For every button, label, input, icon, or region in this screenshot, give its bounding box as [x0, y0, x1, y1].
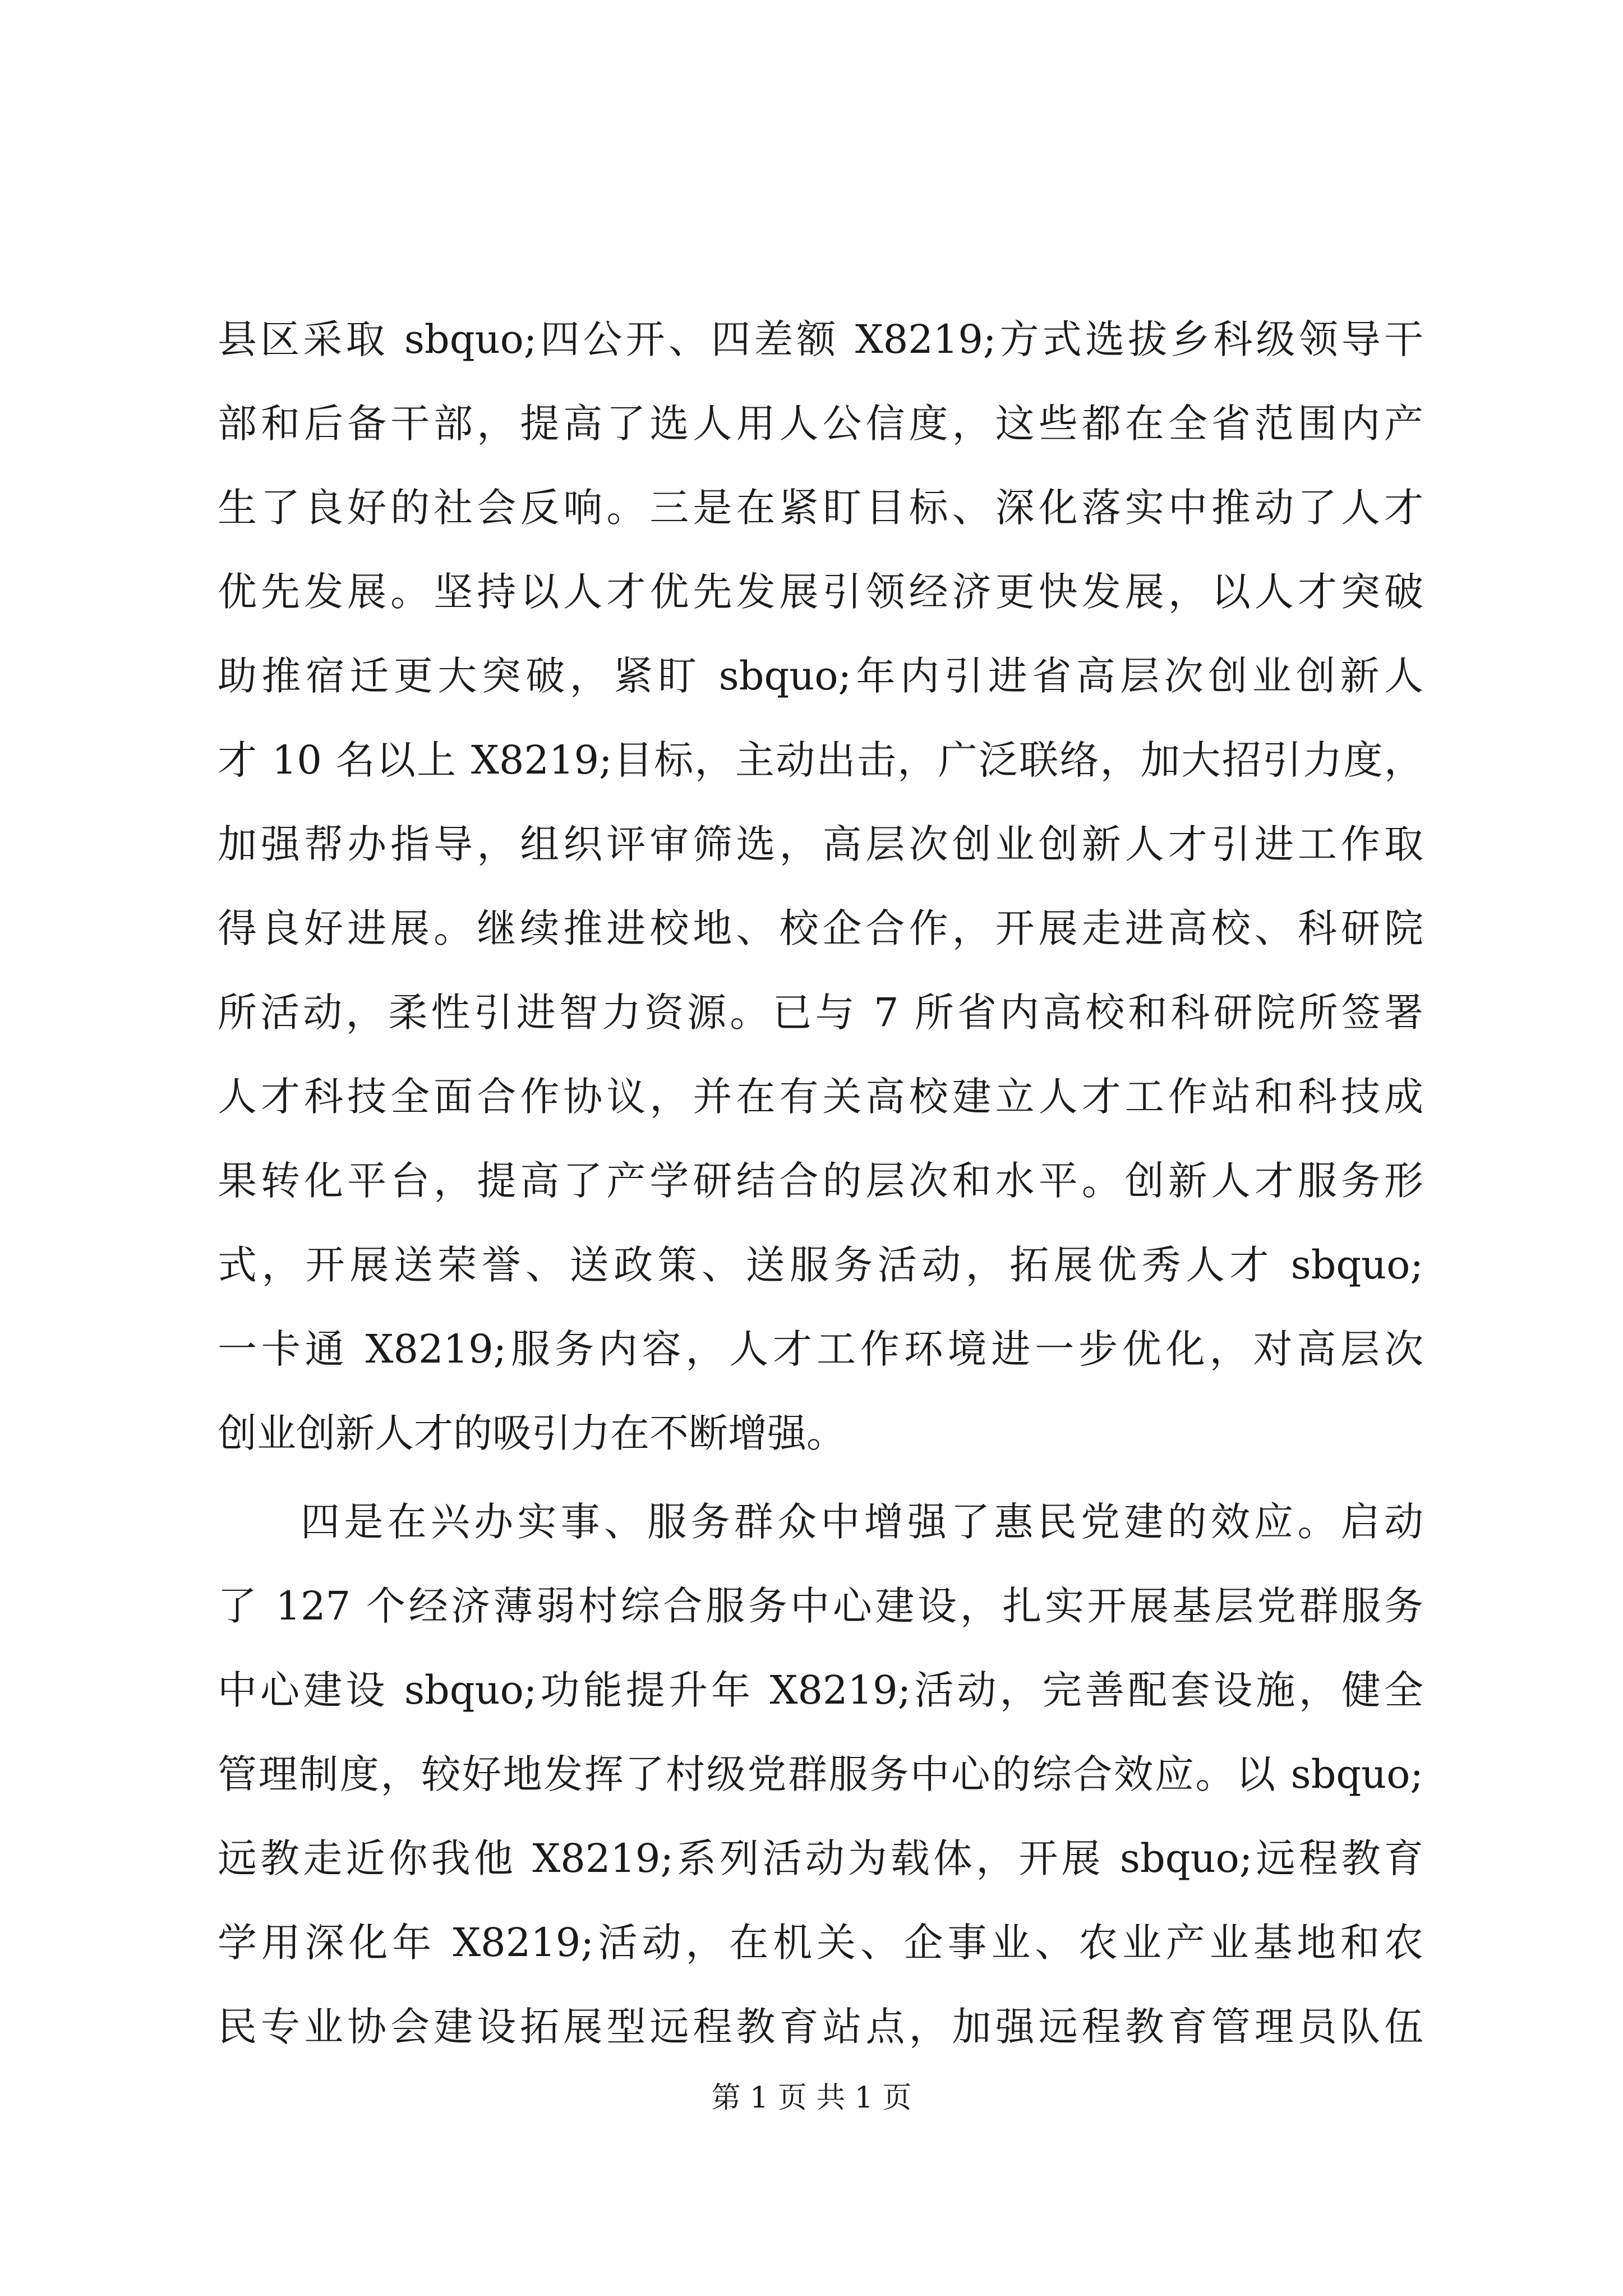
paragraph-1-line-5: 助推宿迁更大突破，紧盯 sbquo;年内引进省高层次创业创新人	[218, 653, 1423, 699]
paragraph-1-line-9: 所活动，柔性引进智力资源。已与 7 所省内高校和科研院所签署	[218, 990, 1423, 1036]
paragraph-2-line-1: 四是在兴办实事、服务群众中增强了惠民党建的效应。启动	[301, 1499, 1423, 1545]
paragraph-1-line-3: 生了良好的社会反响。三是在紧盯目标、深化落实中推动了人才	[218, 485, 1423, 531]
paragraph-1-line-8: 得良好进展。继续推进校地、校企合作，开展走进高校、科研院	[218, 905, 1423, 951]
paragraph-1-line-14: 创业创新人才的吸引力在不断增强。	[218, 1410, 846, 1456]
paragraph-2-line-2: 了 127 个经济薄弱村综合服务中心建设，扎实开展基层党群服务	[218, 1583, 1423, 1629]
paragraph-2-line-6: 学用深化年 X8219;活动，在机关、企事业、农业产业基地和农	[218, 1920, 1423, 1966]
paragraph-2-line-7: 民专业协会建设拓展型远程教育站点，加强远程教育管理员队伍	[218, 2004, 1423, 2050]
paragraph-2-line-3: 中心建设 sbquo;功能提升年 X8219;活动，完善配套设施，健全	[218, 1667, 1423, 1713]
paragraph-1-line-1: 县区采取 sbquo;四公开、四差额 X8219;方式选拔乡科级领导干	[218, 316, 1423, 362]
paragraph-1-line-7: 加强帮办指导，组织评审筛选，高层次创业创新人才引进工作取	[218, 821, 1423, 867]
paragraph-1-line-6: 才 10 名以上 X8219;目标，主动出击，广泛联络，加大招引力度，	[218, 737, 1423, 783]
paragraph-1-line-4: 优先发展。坚持以人才优先发展引领经济更快发展，以人才突破	[218, 569, 1423, 615]
paragraph-1-line-11: 果转化平台，提高了产学研结合的层次和水平。创新人才服务形	[218, 1158, 1423, 1204]
paragraph-1-line-2: 部和后备干部，提高了选人用人公信度，这些都在全省范围内产	[218, 401, 1423, 447]
page-number-label: 第 1 页 共 1 页	[711, 2081, 912, 2115]
paragraph-1-line-10: 人才科技全面合作协议，并在有关高校建立人才工作站和科技成	[218, 1074, 1423, 1120]
page-footer	[0, 2076, 1623, 2120]
body-text	[218, 297, 1423, 2069]
paragraph-2-line-5: 远教走近你我他 X8219;系列活动为载体，开展 sbquo;远程教育	[218, 1835, 1423, 1881]
paragraph-1-line-13: 一卡通 X8219;服务内容，人才工作环境进一步优化，对高层次	[218, 1326, 1423, 1372]
paragraph-2-line-4: 管理制度，较好地发挥了村级党群服务中心的综合效应。以 sbquo;	[218, 1751, 1423, 1797]
paragraph-gap	[218, 1475, 1423, 1480]
paragraph-1-line-12: 式，开展送荣誉、送政策、送服务活动，拓展优秀人才 sbquo;	[218, 1242, 1423, 1288]
